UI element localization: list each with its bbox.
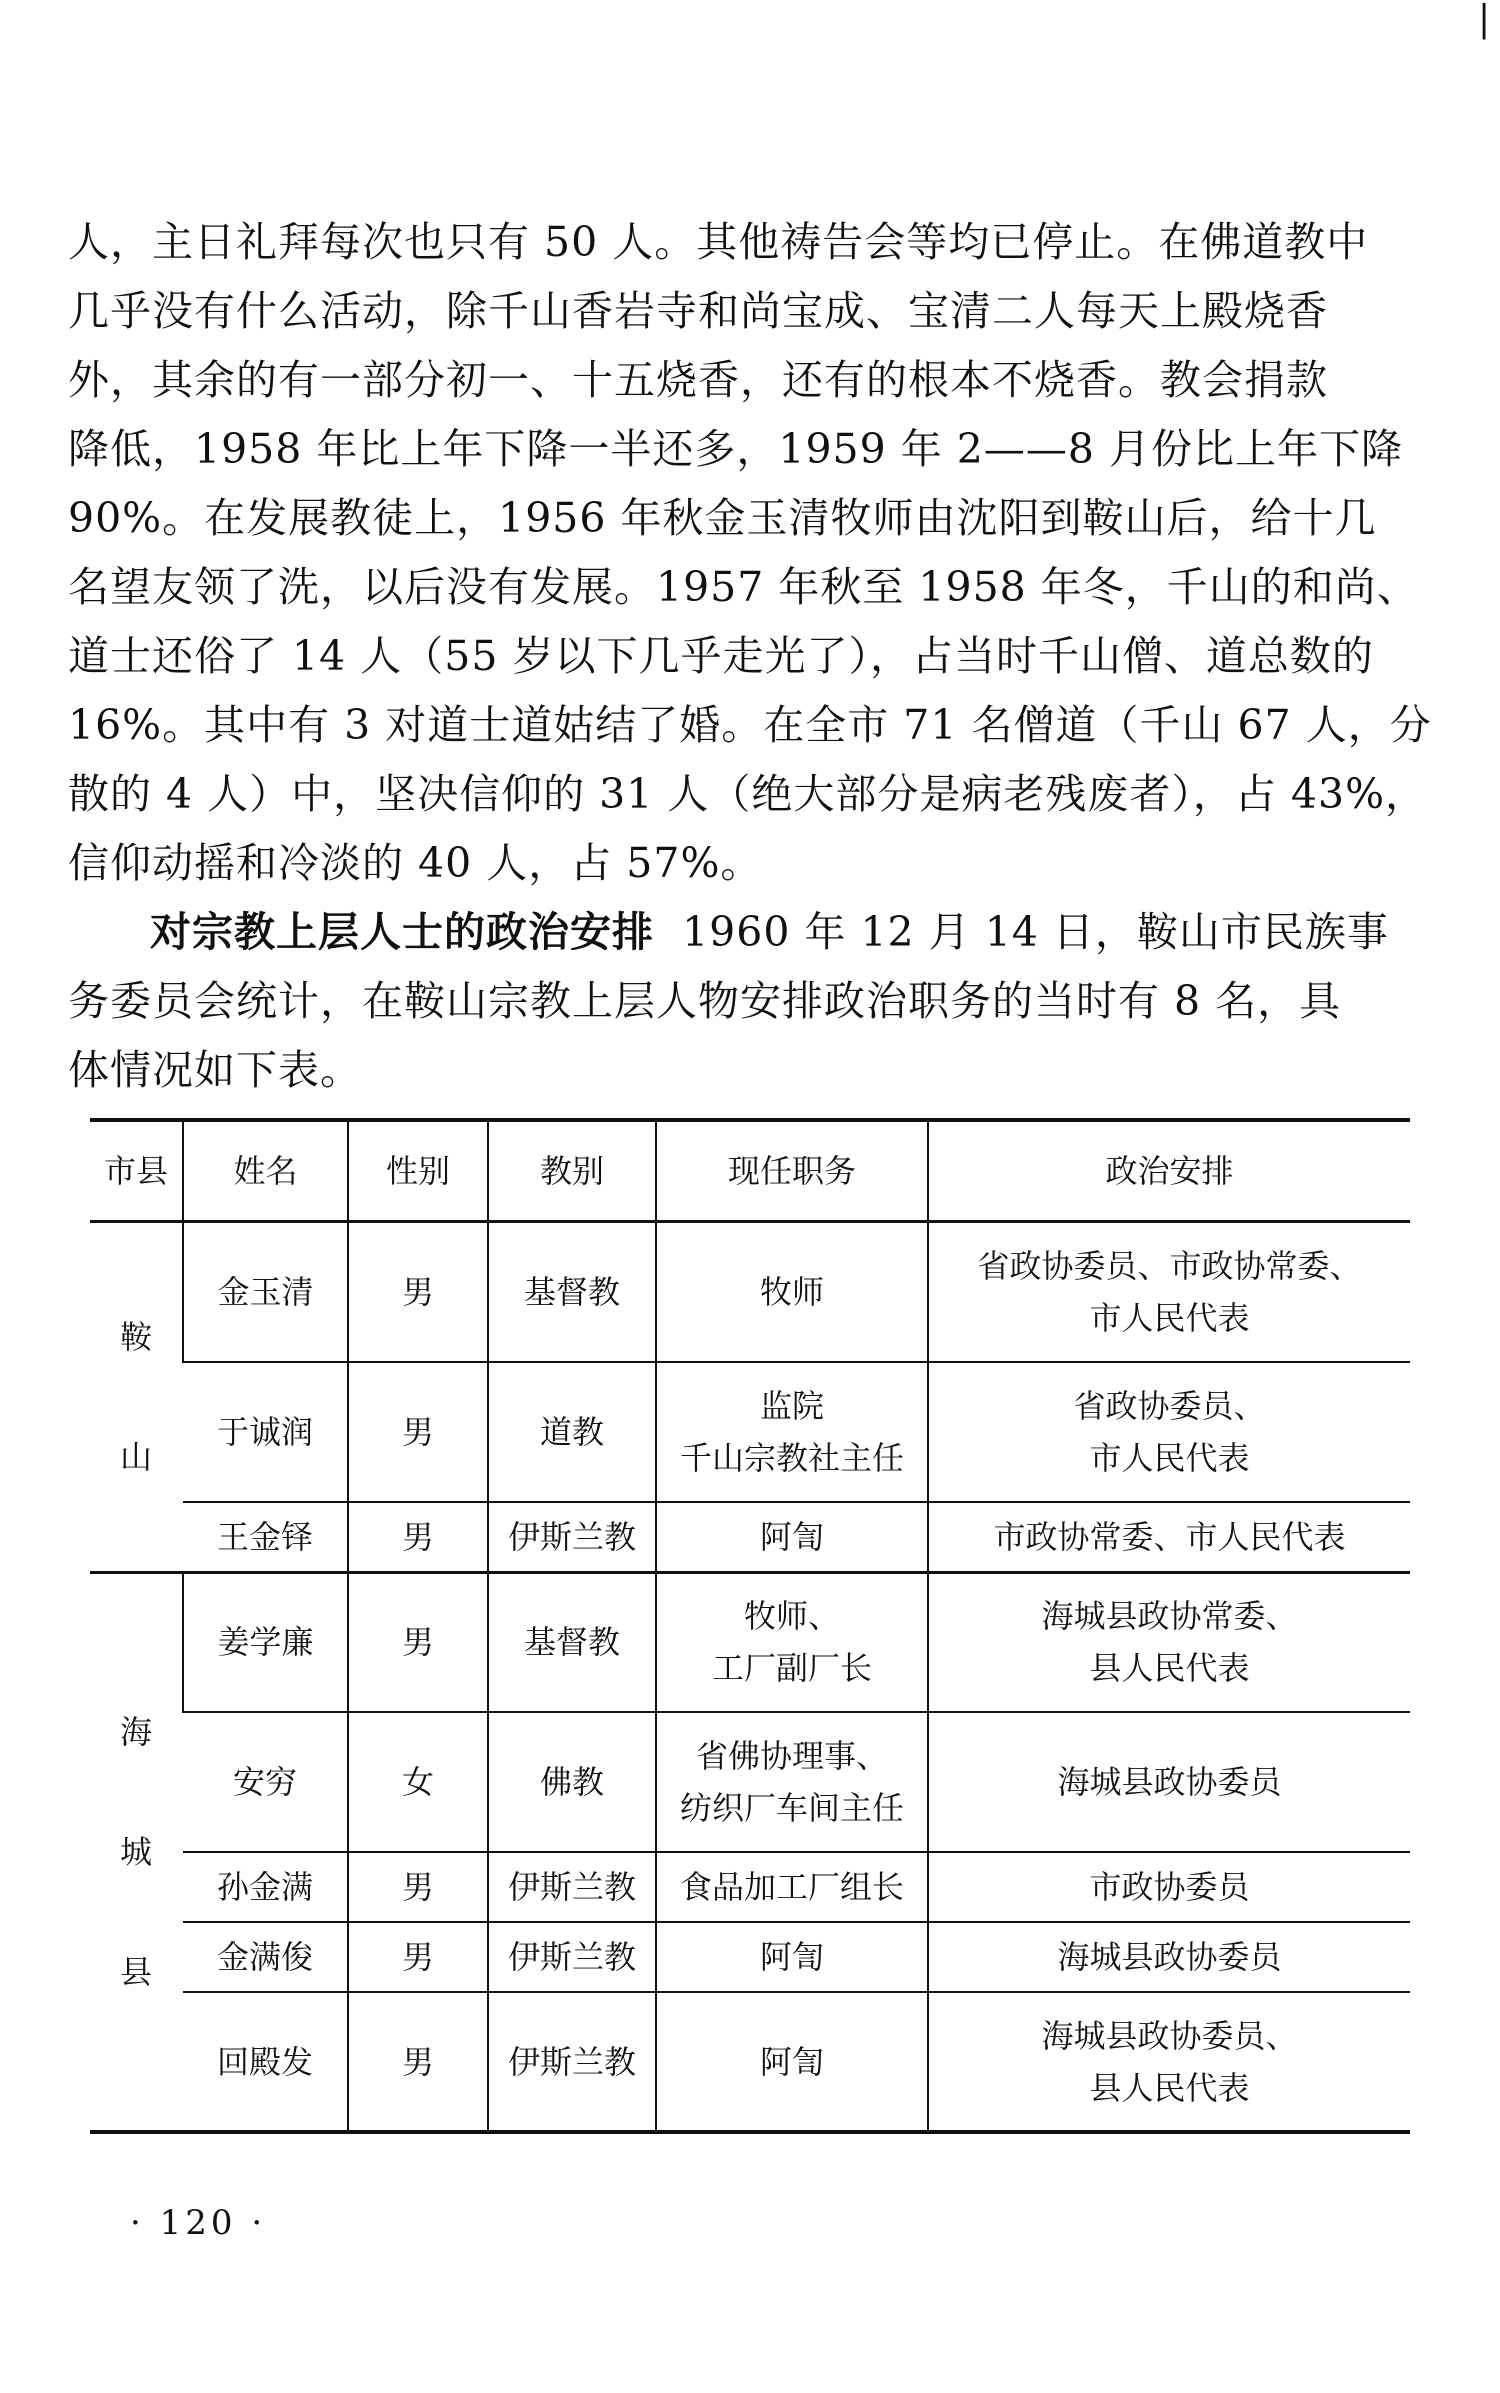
name-cell: 金玉清 xyxy=(183,1222,348,1362)
religion-cell: 基督教 xyxy=(488,1222,656,1362)
cell-line: 省政协委员、 xyxy=(1073,1386,1266,1425)
column-header: 教别 xyxy=(488,1120,656,1222)
position-cell xyxy=(656,1502,928,1573)
cell-line: 省佛协理事、 xyxy=(695,1737,888,1775)
gender-cell: 男 xyxy=(348,1502,488,1573)
text-line: 几乎没有什么活动，除千山香岩寺和尚宝成、宝清二人每天上殿烧香 xyxy=(68,287,1328,335)
cell-line: 食品加工厂组长 xyxy=(679,1868,904,1906)
cell-line: 千山宗教社主任 xyxy=(679,1438,904,1477)
corner-mark: | xyxy=(1478,0,1491,40)
cell-line: 牧师、 xyxy=(743,1597,840,1636)
text-span: 1960 年 12 月 14 日，鞍山市民族事 xyxy=(654,908,1389,956)
gender-cell: 男 xyxy=(348,1362,488,1502)
table-row xyxy=(90,1992,1410,2132)
city-char: 海 xyxy=(119,1712,152,1751)
arrangement-table xyxy=(90,1118,1410,2134)
cell-line: 市人民代表 xyxy=(1089,1438,1250,1477)
text-line: 降低，1958 年比上年下降一半还多，1959 年 2——8 月份比上年下降 xyxy=(68,425,1403,473)
cell-line: 监院 xyxy=(759,1386,824,1425)
table-row xyxy=(90,1572,1410,1712)
table-row xyxy=(90,1502,1410,1573)
city-char: 城 xyxy=(119,1832,152,1871)
text-line: 务委员会统计，在鞍山宗教上层人物安排政治职务的当时有 8 名，具 xyxy=(68,977,1342,1025)
position-cell xyxy=(656,1922,928,1992)
cell-line: 阿訇 xyxy=(759,1517,824,1556)
cell-line: 海城县政协委员、 xyxy=(1041,2016,1298,2055)
table-row xyxy=(90,1852,1410,1922)
cell-line: 牧师 xyxy=(759,1272,824,1311)
arrangement-cell xyxy=(928,1362,1410,1502)
name-cell: 回殿发 xyxy=(183,1992,348,2132)
cell-line: 海城县政协委员 xyxy=(1057,1763,1282,1801)
arrangement-cell xyxy=(928,1572,1410,1712)
cell-line: 阿訇 xyxy=(759,2042,824,2081)
name-cell: 金满俊 xyxy=(183,1922,348,1992)
cell-line: 市政协委员 xyxy=(1089,1868,1250,1906)
table-header-row xyxy=(90,1120,1410,1222)
religion-cell: 道教 xyxy=(488,1362,656,1502)
religion-cell: 基督教 xyxy=(488,1572,656,1712)
arrangement-cell xyxy=(928,1922,1410,1992)
name-cell: 姜学廉 xyxy=(183,1572,348,1712)
column-header: 现任职务 xyxy=(656,1120,928,1222)
cell-line: 县人民代表 xyxy=(1089,2068,1250,2107)
cell-line: 市人民代表 xyxy=(1089,1298,1250,1337)
gender-cell: 男 xyxy=(348,1222,488,1362)
text-line: 16%。其中有 3 对道士道姑结了婚。在全市 71 名僧道（千山 67 人，分 xyxy=(68,701,1432,749)
table-row xyxy=(90,1362,1410,1502)
position-cell xyxy=(656,1572,928,1712)
arrangement-cell xyxy=(928,1852,1410,1922)
cell-line: 市政协常委、市人民代表 xyxy=(993,1517,1346,1556)
page-number: · 120 · xyxy=(130,2203,267,2243)
city-char: 山 xyxy=(119,1437,152,1476)
text-line: 信仰动摇和冷淡的 40 人，占 57%。 xyxy=(68,839,763,887)
religion-cell: 佛教 xyxy=(488,1712,656,1852)
cell-line: 省政协委员、市政协常委、 xyxy=(977,1246,1362,1285)
city-char: 鞍 xyxy=(119,1317,152,1356)
table-row xyxy=(90,1222,1410,1362)
position-cell xyxy=(656,1362,928,1502)
column-header: 性别 xyxy=(348,1120,488,1222)
arrangement-cell xyxy=(928,1222,1410,1362)
text-line: 外，其余的有一部分初一、十五烧香，还有的根本不烧香。教会捐款 xyxy=(68,356,1328,404)
arrangement-cell xyxy=(928,1502,1410,1573)
cell-line: 海城县政协委员 xyxy=(1057,1938,1282,1976)
gender-cell: 男 xyxy=(348,1852,488,1922)
name-cell: 安穷 xyxy=(183,1712,348,1852)
cell-line: 海城县政协常委、 xyxy=(1041,1597,1298,1636)
body-text xyxy=(68,208,1440,1105)
table-row xyxy=(90,1712,1410,1852)
city-char: 县 xyxy=(119,1952,152,1991)
city-cell xyxy=(90,1572,183,2132)
cell-line: 工厂副厂长 xyxy=(711,1649,872,1688)
paragraph-2 xyxy=(68,898,1440,1105)
gender-cell: 女 xyxy=(348,1712,488,1852)
religion-cell: 伊斯兰教 xyxy=(488,1502,656,1573)
section-heading: 对宗教上层人士的政治安排 xyxy=(150,908,654,956)
table xyxy=(90,1118,1410,2134)
name-cell: 于诚润 xyxy=(183,1362,348,1502)
position-cell xyxy=(656,1712,928,1852)
position-cell xyxy=(656,1852,928,1922)
column-header: 市县 xyxy=(103,1152,168,1190)
text-line xyxy=(68,898,1440,967)
name-cell: 孙金满 xyxy=(183,1852,348,1922)
religion-cell: 伊斯兰教 xyxy=(488,1852,656,1922)
column-header: 政治安排 xyxy=(928,1120,1410,1222)
text-line: 名望友领了洗，以后没有发展。1957 年秋至 1958 年冬，千山的和尚、 xyxy=(68,563,1419,611)
name-cell: 王金铎 xyxy=(183,1502,348,1573)
gender-cell: 男 xyxy=(348,1572,488,1712)
religion-cell: 伊斯兰教 xyxy=(488,1992,656,2132)
text-line: 体情况如下表。 xyxy=(68,1046,362,1094)
position-cell xyxy=(656,1992,928,2132)
cell-line: 纺织厂车间主任 xyxy=(679,1789,904,1827)
cell-line: 阿訇 xyxy=(759,1938,824,1976)
arrangement-cell xyxy=(928,1712,1410,1852)
text-line: 道士还俗了 14 人（55 岁以下几乎走光了），占当时千山僧、道总数的 xyxy=(68,632,1374,680)
paragraph-1 xyxy=(68,208,1440,898)
city-cell xyxy=(90,1222,183,1573)
text-line: 散的 4 人）中，坚决信仰的 31 人（绝大部分是病老残废者），占 43%， xyxy=(68,770,1428,818)
arrangement-cell xyxy=(928,1992,1410,2132)
religion-cell: 伊斯兰教 xyxy=(488,1922,656,1992)
column-header: 姓名 xyxy=(183,1120,348,1222)
text-line: 人，主日礼拜每次也只有 50 人。其他祷告会等均已停止。在佛道教中 xyxy=(68,218,1369,266)
text-line: 90%。在发展教徒上，1956 年秋金玉清牧师由沈阳到鞍山后，给十几 xyxy=(68,494,1377,542)
position-cell xyxy=(656,1222,928,1362)
gender-cell: 男 xyxy=(348,1922,488,1992)
gender-cell: 男 xyxy=(348,1992,488,2132)
cell-line: 县人民代表 xyxy=(1089,1649,1250,1688)
table-row xyxy=(90,1922,1410,1992)
